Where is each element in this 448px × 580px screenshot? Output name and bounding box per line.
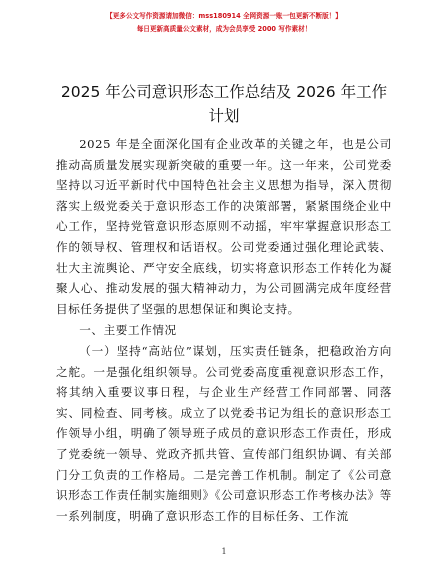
intro-paragraph: 2025 年是全面深化国有企业改革的关键之年，也是公司推动高质量发展实现新突破的重要一年。这一年来，公司党委坚持以习近平新时代中国特色社会主义思想为指导，深入贯彻落实上级党委关于意识形态工作的决策部署，紧紧围绕企业中心工作，坚持党管意识形态原则不动摇，牢牢掌握意识形态工作的领导权、管理权和话语权。公司党委通过强化理论武装、壮大主流舆论、严守安全底线，切实将意识形态工作转化为凝聚人心、推动发展的强大精神动力，为公司圆满完成年度经营目标任务提供了坚强的思想保证和舆论支持。	[56, 137, 392, 316]
document-title: 2025 年公司意识形态工作总结及 2026 年工作计划	[60, 83, 388, 125]
subsection-paragraph: （一）坚持“高站位”谋划，压实责任链条，把稳政治方向之舵。一是强化组织领导。公司党委高度重视意识形态工作，将其纳入重要议事日程，与企业生产经营工作同部署、同落实、同检查、同考核。成立了以党委书记为组长的意识形态工作领导小组，明确了领导班子成员的意识形态工作责任，形成了党委统一领导、党政齐抓共管、宣传部门组织协调、有关部门分工负责的工作格局。二是完善工作机制。制定了《公司意识形态工作责任制实施细则》《公司意识形态工作考核办法》等一系列制度，明确了意识形态工作的目标任务、工作流	[56, 343, 392, 523]
promo-banner	[0, 10, 448, 36]
page-number: 1	[221, 547, 227, 556]
document-body	[56, 134, 392, 526]
promo-banner-line-1: 【更多公文写作资源请加微信：mss180914 全网资源一账一包更新不断版！】	[106, 12, 342, 20]
promo-banner-line-2: 每日更新高质量公文素材，成为会员享受 2000 写作素材！	[136, 25, 312, 33]
section-heading: 一、主要工作情况	[79, 323, 177, 338]
